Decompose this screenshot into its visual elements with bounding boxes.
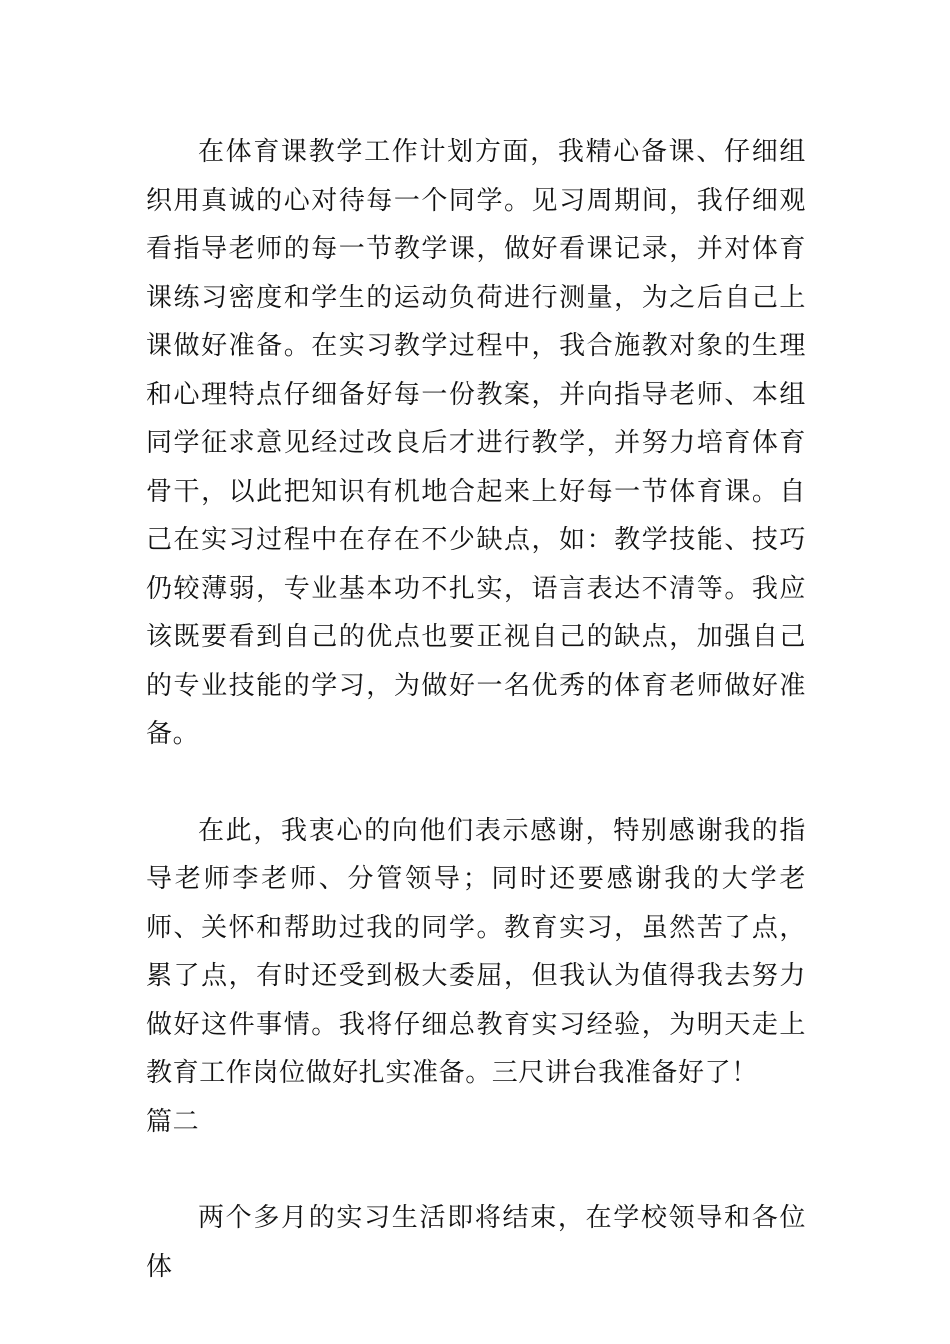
paragraph-3: 两个多月的实习生活即将结束，在学校领导和各位体 [146, 1203, 806, 1282]
paragraph-1: 在体育课教学工作计划方面，我精心备课、仔细组织用真诚的心对待每一个同学。见习周期间，我仔细观看指导老师的每一节教学课，做好看课记录，并对体育课练习密度和学生的运动负荷进行测量，为之后自己上课做好准备。在实习教学过程中，我合施教对象的生理和心理特点仔细备好每一份教案，并向指导老师、本组同学征求意见经过改良后才进行教学，并努力培育体育骨干，以此把知识有机地合起来上好每一节体育课。自己在实习过程中在存在不少缺点，如：教学技能、技巧仍较薄弱，专业基本功不扎实，语言表达不清等。我应该既要看到自己的优点也要正视自己的缺点，加强自己的专业技能的学习，为做好一名优秀的体育老师做好准备。 [146, 137, 806, 749]
document-page [146, 128, 806, 1291]
paragraph-spacer [146, 1146, 806, 1194]
paragraph-spacer [146, 759, 806, 807]
paragraph-2: 在此，我衷心的向他们表示感谢，特别感谢我的指导老师李老师、分管领导；同时还要感谢我的大学老师、关怀和帮助过我的同学。教育实习，虽然苦了点，累了点，有时还受到极大委屈，但我认为值得我去努力做好这件事情。我将仔细总教育实习经验，为明天走上教育工作岗位做好扎实准备。三尺讲台我准备好了！ [146, 815, 806, 1088]
section-heading: 篇二 [146, 1106, 200, 1137]
